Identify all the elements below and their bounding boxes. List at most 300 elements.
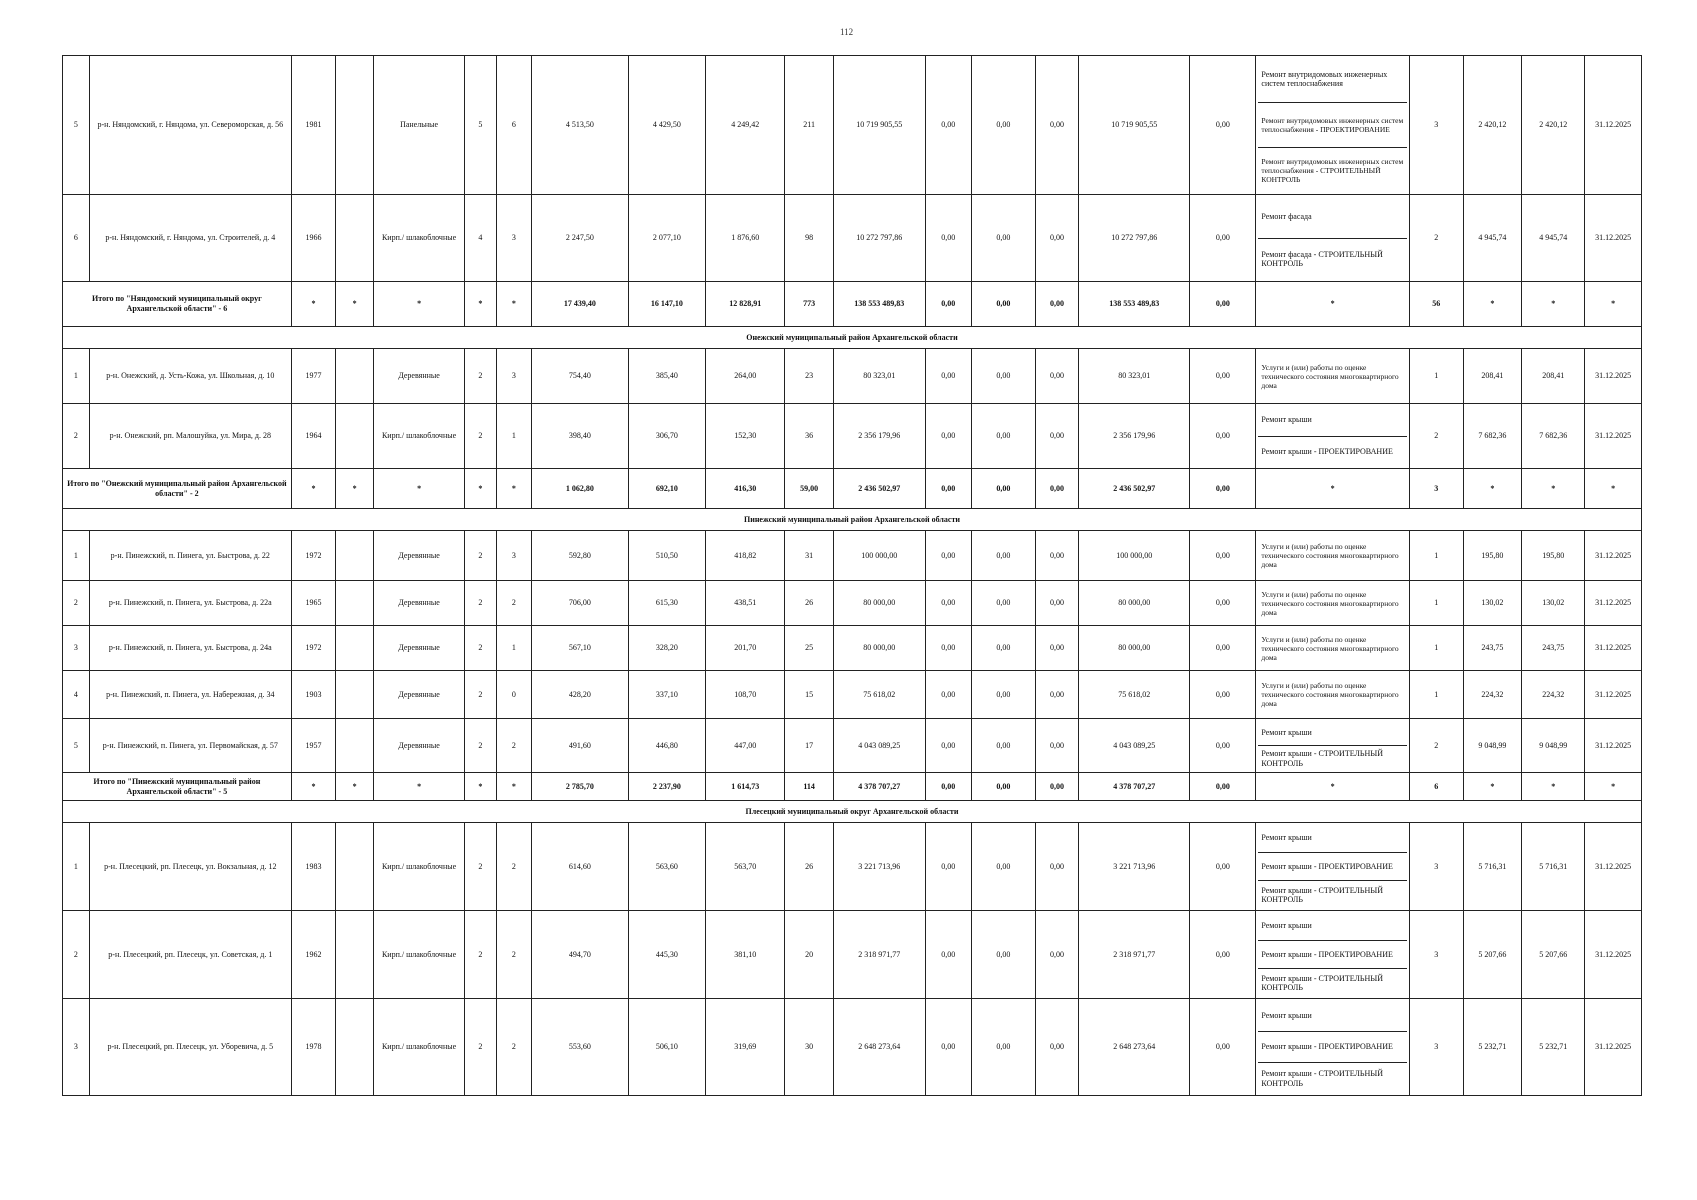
works-cell (1256, 531, 1410, 581)
budget-local-cell: 0,00 (1035, 349, 1078, 404)
works-count: 2 (1409, 719, 1463, 773)
year-renovation (336, 911, 374, 999)
works-list (1258, 912, 1407, 997)
area-living-cell: 506,10 (628, 999, 705, 1096)
work-item: Ремонт крыши - ПРОЕКТИРОВАНИЕ (1261, 446, 1393, 456)
year-renovation (336, 531, 374, 581)
other-cell: 0,00 (1190, 671, 1256, 719)
residents-cell: 17 (785, 719, 833, 773)
fund-cell: 0,00 (925, 404, 971, 469)
year-built: 1957 (291, 719, 335, 773)
works-list (1258, 720, 1407, 771)
specific-cost: 224,32 (1463, 671, 1522, 719)
max-cost: 130,02 (1522, 581, 1585, 626)
cost-total-cell: 80 323,01 (833, 349, 925, 404)
area-total-cell: 428,20 (531, 671, 628, 719)
specific-cost: 5 207,66 (1463, 911, 1522, 999)
total-cost-total: 138 553 489,83 (833, 282, 925, 327)
residents-cell: 211 (785, 56, 833, 195)
total-owners: 138 553 489,83 (1079, 282, 1190, 327)
area-res-cell: 152,30 (706, 404, 785, 469)
area-res-cell: 1 876,60 (706, 195, 785, 282)
page-number: 112 (840, 27, 854, 37)
owners-cell: 2 648 273,64 (1079, 999, 1190, 1096)
deadline: 31.12.2025 (1585, 671, 1642, 719)
budget-local-cell: 0,00 (1035, 195, 1078, 282)
total-entrances: * (496, 282, 531, 327)
max-cost: 224,32 (1522, 671, 1585, 719)
cost-total-cell: 75 618,02 (833, 671, 925, 719)
year-built: 1977 (291, 349, 335, 404)
floors-count: 2 (464, 823, 496, 911)
cost-total-cell: 2 318 971,77 (833, 911, 925, 999)
year-renovation (336, 581, 374, 626)
work-item: Ремонт фасада (1258, 196, 1407, 239)
other-cell: 0,00 (1190, 56, 1256, 195)
total-other: 0,00 (1190, 773, 1256, 801)
residents-cell: 20 (785, 911, 833, 999)
work-item: Услуги и (или) работы по оценке технического состояния многоквартирного дома (1261, 542, 1399, 569)
row-number: 3 (63, 626, 90, 671)
works-list (1258, 532, 1407, 579)
max-cost: 5 232,71 (1522, 999, 1585, 1096)
cost-total-cell: 2 648 273,64 (833, 999, 925, 1096)
area-total-cell: 398,40 (531, 404, 628, 469)
entrances-count: 2 (496, 719, 531, 773)
entrances-count: 2 (496, 999, 531, 1096)
work-item: Ремонт крыши (1258, 912, 1407, 941)
section-title: Онежский муниципальный район Архангельской области (63, 327, 1642, 349)
total-label: Итого по "Пинежский муниципальный район Архангельской области" - 5 (63, 773, 292, 801)
specific-cost: 9 048,99 (1463, 719, 1522, 773)
section-header-row (63, 509, 1642, 531)
work-item: Ремонт крыши (1258, 1000, 1407, 1032)
address-cell: р-н. Онежский, д. Усть-Кожа, ул. Школьная, д. 10 (89, 349, 291, 404)
total-floors: * (464, 282, 496, 327)
area-living-cell: 2 077,10 (628, 195, 705, 282)
row-number: 1 (63, 823, 90, 911)
section-header-row (63, 327, 1642, 349)
area-total-cell: 706,00 (531, 581, 628, 626)
total-residents: 773 (785, 282, 833, 327)
budget-region-cell: 0,00 (971, 719, 1035, 773)
works-count: 3 (1409, 999, 1463, 1096)
budget-local-cell: 0,00 (1035, 531, 1078, 581)
table-row (63, 626, 1642, 671)
total-budget-local: 0,00 (1035, 469, 1078, 509)
total-max-cost: * (1522, 469, 1585, 509)
area-total-cell: 2 247,50 (531, 195, 628, 282)
owners-cell: 4 043 089,25 (1079, 719, 1190, 773)
row-number: 2 (63, 404, 90, 469)
year-renovation (336, 195, 374, 282)
work-item: Ремонт крыши - СТРОИТЕЛЬНЫЙ КОНТРОЛЬ (1261, 973, 1384, 993)
other-cell: 0,00 (1190, 626, 1256, 671)
section-title: Пинежский муниципальный район Архангельской области (63, 509, 1642, 531)
row-number: 4 (63, 671, 90, 719)
total-cost-total: 2 436 502,97 (833, 469, 925, 509)
budget-region-cell: 0,00 (971, 626, 1035, 671)
work-item: Услуги и (или) работы по оценке технического состояния многоквартирного дома (1261, 634, 1399, 662)
max-cost: 7 682,36 (1522, 404, 1585, 469)
cost-total-cell: 100 000,00 (833, 531, 925, 581)
area-total-cell: 491,60 (531, 719, 628, 773)
floors-count: 5 (464, 56, 496, 195)
other-cell: 0,00 (1190, 911, 1256, 999)
area-living-cell: 445,30 (628, 911, 705, 999)
address-cell: р-н. Пинежский, п. Пинега, ул. Набережная, д. 34 (89, 671, 291, 719)
year-built: 1964 (291, 404, 335, 469)
works-list (1258, 1000, 1407, 1094)
works-cell (1256, 626, 1410, 671)
total-residents: 114 (785, 773, 833, 801)
budget-local-cell: 0,00 (1035, 671, 1078, 719)
year-renovation (336, 56, 374, 195)
total-entrances: * (496, 469, 531, 509)
fund-cell: 0,00 (925, 531, 971, 581)
area-total-cell: 494,70 (531, 911, 628, 999)
table-row (63, 531, 1642, 581)
year-built: 1966 (291, 195, 335, 282)
works-count: 1 (1409, 349, 1463, 404)
address-cell: р-н. Няндомский, г. Няндома, ул. Строителей, д. 4 (89, 195, 291, 282)
max-cost: 208,41 (1522, 349, 1585, 404)
budget-local-cell: 0,00 (1035, 56, 1078, 195)
specific-cost: 243,75 (1463, 626, 1522, 671)
floors-count: 2 (464, 581, 496, 626)
total-deadline: * (1585, 282, 1642, 327)
works-cell (1256, 56, 1410, 195)
total-works-count: 56 (1409, 282, 1463, 327)
total-other: 0,00 (1190, 469, 1256, 509)
owners-cell: 80 000,00 (1079, 626, 1190, 671)
total-fund: 0,00 (925, 469, 971, 509)
total-row (63, 773, 1642, 801)
year-renovation (336, 404, 374, 469)
owners-cell: 10 719 905,55 (1079, 56, 1190, 195)
table-row (63, 671, 1642, 719)
table-row (63, 581, 1642, 626)
works-cell (1256, 195, 1410, 282)
total-area-total: 1 062,80 (531, 469, 628, 509)
area-total-cell: 592,80 (531, 531, 628, 581)
year-built: 1965 (291, 581, 335, 626)
fund-cell: 0,00 (925, 581, 971, 626)
specific-cost: 2 420,12 (1463, 56, 1522, 195)
work-item: Ремонт внутридомовых инженерных систем теплоснабжения - СТРОИТЕЛЬНЫЙ КОНТРОЛЬ (1261, 157, 1404, 185)
table-row (63, 719, 1642, 773)
entrances-count: 3 (496, 531, 531, 581)
total-fund: 0,00 (925, 282, 971, 327)
budget-local-cell: 0,00 (1035, 823, 1078, 911)
specific-cost: 195,80 (1463, 531, 1522, 581)
total-fund: 0,00 (925, 773, 971, 801)
works-list (1258, 57, 1407, 193)
deadline: 31.12.2025 (1585, 581, 1642, 626)
row-number: 2 (63, 911, 90, 999)
area-living-cell: 563,60 (628, 823, 705, 911)
floors-count: 2 (464, 349, 496, 404)
address-cell: р-н. Онежский, рп. Малошуйка, ул. Мира, д. 28 (89, 404, 291, 469)
deadline: 31.12.2025 (1585, 404, 1642, 469)
cost-total-cell: 80 000,00 (833, 626, 925, 671)
works-count: 1 (1409, 626, 1463, 671)
work-item: Услуги и (или) работы по оценке технического состояния многоквартирного дома (1261, 589, 1399, 617)
residents-cell: 26 (785, 823, 833, 911)
works-cell (1256, 581, 1410, 626)
year-renovation (336, 823, 374, 911)
budget-local-cell: 0,00 (1035, 719, 1078, 773)
floors-count: 2 (464, 531, 496, 581)
residents-cell: 30 (785, 999, 833, 1096)
wall-material: Кирп./ шлакоблочные (374, 911, 465, 999)
area-living-cell: 446,80 (628, 719, 705, 773)
floors-count: 4 (464, 195, 496, 282)
works-count: 3 (1409, 823, 1463, 911)
table-row (63, 195, 1642, 282)
wall-material: Кирп./ шлакоблочные (374, 404, 465, 469)
residents-cell: 31 (785, 531, 833, 581)
total-year: * (291, 469, 335, 509)
table-body (63, 56, 1642, 1096)
works-count: 1 (1409, 581, 1463, 626)
total-year2: * (336, 773, 374, 801)
total-cost-total: 4 378 707,27 (833, 773, 925, 801)
work-item: Ремонт внутридомовых инженерных систем теплоснабжения (1258, 57, 1407, 103)
section-title: Плесецкий муниципальный округ Архангельской области (63, 801, 1642, 823)
area-res-cell: 418,82 (706, 531, 785, 581)
total-year2: * (336, 469, 374, 509)
works-cell (1256, 823, 1410, 911)
year-renovation (336, 626, 374, 671)
total-floors: * (464, 773, 496, 801)
max-cost: 5 207,66 (1522, 911, 1585, 999)
deadline: 31.12.2025 (1585, 999, 1642, 1096)
address-cell: р-н. Пинежский, п. Пинега, ул. Быстрова, д. 24а (89, 626, 291, 671)
other-cell: 0,00 (1190, 823, 1256, 911)
floors-count: 2 (464, 911, 496, 999)
address-cell: р-н. Пинежский, п. Пинега, ул. Быстрова, д. 22а (89, 581, 291, 626)
area-living-cell: 385,40 (628, 349, 705, 404)
total-spec-cost: * (1463, 773, 1522, 801)
total-spec-cost: * (1463, 282, 1522, 327)
year-renovation (336, 671, 374, 719)
row-number: 3 (63, 999, 90, 1096)
max-cost: 2 420,12 (1522, 56, 1585, 195)
area-res-cell: 201,70 (706, 626, 785, 671)
total-budget-region: 0,00 (971, 469, 1035, 509)
row-number: 6 (63, 195, 90, 282)
total-entrances: * (496, 773, 531, 801)
total-works-count: 3 (1409, 469, 1463, 509)
year-built: 1972 (291, 531, 335, 581)
other-cell: 0,00 (1190, 195, 1256, 282)
budget-region-cell: 0,00 (971, 823, 1035, 911)
works-count: 2 (1409, 404, 1463, 469)
specific-cost: 7 682,36 (1463, 404, 1522, 469)
row-number: 1 (63, 349, 90, 404)
budget-local-cell: 0,00 (1035, 626, 1078, 671)
cost-total-cell: 10 719 905,55 (833, 56, 925, 195)
entrances-count: 6 (496, 56, 531, 195)
total-row (63, 282, 1642, 327)
total-budget-region: 0,00 (971, 282, 1035, 327)
work-item: Ремонт крыши - СТРОИТЕЛЬНЫЙ КОНТРОЛЬ (1261, 1069, 1384, 1088)
residents-cell: 15 (785, 671, 833, 719)
deadline: 31.12.2025 (1585, 911, 1642, 999)
owners-cell: 2 318 971,77 (1079, 911, 1190, 999)
area-res-cell: 447,00 (706, 719, 785, 773)
total-max-cost: * (1522, 282, 1585, 327)
fund-cell: 0,00 (925, 56, 971, 195)
total-area-living: 692,10 (628, 469, 705, 509)
total-material: * (374, 469, 465, 509)
wall-material: Кирп./ шлакоблочные (374, 823, 465, 911)
floors-count: 2 (464, 999, 496, 1096)
work-item: Ремонт крыши - СТРОИТЕЛЬНЫЙ КОНТРОЛЬ (1261, 885, 1384, 905)
table-row (63, 56, 1642, 195)
total-residents: 59,00 (785, 469, 833, 509)
total-area-total: 17 439,40 (531, 282, 628, 327)
work-item: Ремонт крыши - СТРОИТЕЛЬНЫЙ КОНТРОЛЬ (1261, 748, 1384, 768)
area-total-cell: 4 513,50 (531, 56, 628, 195)
budget-region-cell: 0,00 (971, 349, 1035, 404)
specific-cost: 4 945,74 (1463, 195, 1522, 282)
wall-material: Кирп./ шлакоблочные (374, 195, 465, 282)
work-item: Ремонт крыши (1258, 405, 1407, 437)
total-budget-local: 0,00 (1035, 282, 1078, 327)
table-row (63, 823, 1642, 911)
row-number: 2 (63, 581, 90, 626)
area-res-cell: 381,10 (706, 911, 785, 999)
budget-local-cell: 0,00 (1035, 581, 1078, 626)
total-max-cost: * (1522, 773, 1585, 801)
work-item: Ремонт крыши - ПРОЕКТИРОВАНИЕ (1258, 941, 1407, 970)
total-year: * (291, 773, 335, 801)
row-number: 1 (63, 531, 90, 581)
total-year2: * (336, 282, 374, 327)
budget-region-cell: 0,00 (971, 581, 1035, 626)
total-budget-region: 0,00 (971, 773, 1035, 801)
budget-region-cell: 0,00 (971, 531, 1035, 581)
address-cell: р-н. Плесецкий, рп. Плесецк, ул. Советская, д. 1 (89, 911, 291, 999)
specific-cost: 208,41 (1463, 349, 1522, 404)
total-other: 0,00 (1190, 282, 1256, 327)
works-count: 1 (1409, 531, 1463, 581)
cost-total-cell: 4 043 089,25 (833, 719, 925, 773)
area-living-cell: 328,20 (628, 626, 705, 671)
total-material: * (374, 282, 465, 327)
area-res-cell: 319,69 (706, 999, 785, 1096)
other-cell: 0,00 (1190, 349, 1256, 404)
total-works: * (1256, 282, 1410, 327)
capital-repair-table (62, 55, 1642, 1096)
deadline: 31.12.2025 (1585, 823, 1642, 911)
area-living-cell: 337,10 (628, 671, 705, 719)
owners-cell: 80 323,01 (1079, 349, 1190, 404)
floors-count: 2 (464, 404, 496, 469)
specific-cost: 130,02 (1463, 581, 1522, 626)
floors-count: 2 (464, 719, 496, 773)
total-area-living: 2 237,90 (628, 773, 705, 801)
works-count: 3 (1409, 911, 1463, 999)
fund-cell: 0,00 (925, 999, 971, 1096)
work-item: Ремонт внутридомовых инженерных систем теплоснабжения - ПРОЕКТИРОВАНИЕ (1258, 103, 1407, 149)
owners-cell: 2 356 179,96 (1079, 404, 1190, 469)
area-total-cell: 614,60 (531, 823, 628, 911)
fund-cell: 0,00 (925, 823, 971, 911)
total-owners: 2 436 502,97 (1079, 469, 1190, 509)
residents-cell: 23 (785, 349, 833, 404)
works-cell (1256, 349, 1410, 404)
total-area-res: 416,30 (706, 469, 785, 509)
entrances-count: 0 (496, 671, 531, 719)
budget-region-cell: 0,00 (971, 999, 1035, 1096)
entrances-count: 2 (496, 823, 531, 911)
works-list (1258, 582, 1407, 624)
wall-material: Деревянные (374, 531, 465, 581)
year-renovation (336, 999, 374, 1096)
budget-local-cell: 0,00 (1035, 999, 1078, 1096)
entrances-count: 3 (496, 349, 531, 404)
area-living-cell: 615,30 (628, 581, 705, 626)
wall-material: Деревянные (374, 719, 465, 773)
table-row (63, 911, 1642, 999)
other-cell: 0,00 (1190, 581, 1256, 626)
works-cell (1256, 911, 1410, 999)
total-works-count: 6 (1409, 773, 1463, 801)
cost-total-cell: 3 221 713,96 (833, 823, 925, 911)
specific-cost: 5 716,31 (1463, 823, 1522, 911)
deadline: 31.12.2025 (1585, 195, 1642, 282)
work-item: Услуги и (или) работы по оценке технического состояния многоквартирного дома (1261, 362, 1399, 390)
total-label: Итого по "Няндомский муниципальный округ Архангельской области" - 6 (63, 282, 292, 327)
budget-region-cell: 0,00 (971, 195, 1035, 282)
total-owners: 4 378 707,27 (1079, 773, 1190, 801)
area-res-cell: 108,70 (706, 671, 785, 719)
budget-region-cell: 0,00 (971, 911, 1035, 999)
works-list (1258, 350, 1407, 402)
wall-material: Панельные (374, 56, 465, 195)
works-list (1258, 672, 1407, 717)
area-res-cell: 563,70 (706, 823, 785, 911)
owners-cell: 75 618,02 (1079, 671, 1190, 719)
residents-cell: 26 (785, 581, 833, 626)
other-cell: 0,00 (1190, 999, 1256, 1096)
area-res-cell: 438,51 (706, 581, 785, 626)
total-area-total: 2 785,70 (531, 773, 628, 801)
owners-cell: 80 000,00 (1079, 581, 1190, 626)
budget-local-cell: 0,00 (1035, 404, 1078, 469)
entrances-count: 2 (496, 911, 531, 999)
address-cell: р-н. Пинежский, п. Пинега, ул. Первомайская, д. 57 (89, 719, 291, 773)
other-cell: 0,00 (1190, 531, 1256, 581)
deadline: 31.12.2025 (1585, 626, 1642, 671)
budget-local-cell: 0,00 (1035, 911, 1078, 999)
works-count: 3 (1409, 56, 1463, 195)
table-row (63, 349, 1642, 404)
total-label: Итого по "Онежский муниципальный район Архангельской области" - 2 (63, 469, 292, 509)
entrances-count: 1 (496, 404, 531, 469)
max-cost: 243,75 (1522, 626, 1585, 671)
cost-total-cell: 80 000,00 (833, 581, 925, 626)
fund-cell: 0,00 (925, 719, 971, 773)
total-deadline: * (1585, 773, 1642, 801)
area-res-cell: 264,00 (706, 349, 785, 404)
works-cell (1256, 719, 1410, 773)
work-item: Ремонт крыши - ПРОЕКТИРОВАНИЕ (1258, 853, 1407, 882)
budget-region-cell: 0,00 (971, 671, 1035, 719)
